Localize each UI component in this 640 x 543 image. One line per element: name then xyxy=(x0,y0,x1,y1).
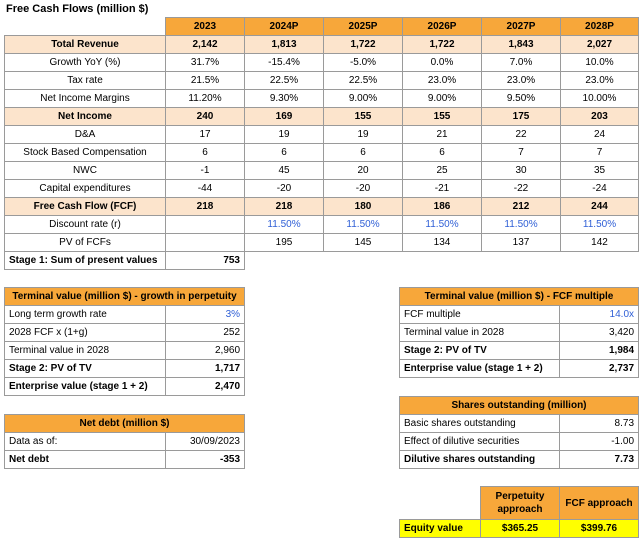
cell: 9.00% xyxy=(324,90,403,108)
row-label: Stage 2: PV of TV xyxy=(400,342,560,360)
cell: 169 xyxy=(245,108,324,126)
cell: 17 xyxy=(166,126,245,144)
row-label: Stock Based Compensation xyxy=(5,144,166,162)
cell: 11.50% xyxy=(482,216,561,234)
row-fcf xyxy=(5,198,639,216)
row-label: Growth YoY (%) xyxy=(5,54,166,72)
page-title: Free Cash Flows (million $) xyxy=(6,3,149,15)
col-header: 2025P xyxy=(324,18,403,36)
row-label: 2028 FCF x (1+g) xyxy=(5,324,166,342)
cell: 30 xyxy=(482,162,561,180)
row-label: Net Income xyxy=(5,108,166,126)
row-tax-rate xyxy=(5,72,639,90)
cell: 7.73 xyxy=(560,451,639,469)
cell: 6 xyxy=(166,144,245,162)
cell: -21 xyxy=(403,180,482,198)
cell: 6 xyxy=(403,144,482,162)
cell: 14.0x xyxy=(560,306,639,324)
perpetuity-approach-header xyxy=(481,487,560,520)
row-label: Free Cash Flow (FCF) xyxy=(5,198,166,216)
row-label: Terminal value in 2028 xyxy=(5,342,166,360)
cell: 11.50% xyxy=(403,216,482,234)
cell: 145 xyxy=(324,234,403,252)
cell: 21 xyxy=(403,126,482,144)
row-label: Stage 2: PV of TV xyxy=(5,360,166,378)
cell: -20 xyxy=(245,180,324,198)
cell: -15.4% xyxy=(245,54,324,72)
row-label: NWC xyxy=(5,162,166,180)
row-label: Net Income Margins xyxy=(5,90,166,108)
cell: 9.30% xyxy=(245,90,324,108)
col-header: 2024P xyxy=(245,18,324,36)
col-header: 2027P xyxy=(482,18,561,36)
cell: 2,027 xyxy=(561,36,639,54)
cell: -44 xyxy=(166,180,245,198)
cell: 1,722 xyxy=(324,36,403,54)
row-label: Enterprise value (stage 1 + 2) xyxy=(400,360,560,378)
cell: 2,142 xyxy=(166,36,245,54)
cell: 180 xyxy=(324,198,403,216)
cell: 10.0% xyxy=(561,54,639,72)
cell: 19 xyxy=(245,126,324,144)
row-discount-rate xyxy=(5,216,639,234)
tv-growth-title: Terminal value (million $) - growth in perpetuity xyxy=(5,288,245,306)
cell: 20 xyxy=(324,162,403,180)
net-debt-table xyxy=(4,414,245,469)
row-label: Total Revenue xyxy=(5,36,166,54)
cell: 244 xyxy=(561,198,639,216)
tv-growth-table xyxy=(4,287,245,396)
cell: 3% xyxy=(166,306,245,324)
row-label: Data as of: xyxy=(5,433,166,451)
cell: 24 xyxy=(561,126,639,144)
cell: -353 xyxy=(166,451,245,469)
cell: 9.00% xyxy=(403,90,482,108)
perpetuity-line1: Perpetuity xyxy=(495,491,545,502)
cell: 9.50% xyxy=(482,90,561,108)
cell: -22 xyxy=(482,180,561,198)
equity-table xyxy=(399,486,639,538)
stage1-value: 753 xyxy=(166,252,245,270)
cell: -1 xyxy=(166,162,245,180)
cell: 11.50% xyxy=(324,216,403,234)
row-label: FCF multiple xyxy=(400,306,560,324)
tv-multiple-table xyxy=(399,287,639,378)
col-header: 2028P xyxy=(561,18,639,36)
cell: 134 xyxy=(403,234,482,252)
cell: 6 xyxy=(324,144,403,162)
net-debt-title: Net debt (million $) xyxy=(5,415,245,433)
cell: 218 xyxy=(245,198,324,216)
col-header: 2023 xyxy=(166,18,245,36)
cell: 11.20% xyxy=(166,90,245,108)
equity-value-fcf: $399.76 xyxy=(560,520,639,538)
col-header: 2026P xyxy=(403,18,482,36)
cell: 142 xyxy=(561,234,639,252)
row-label: Enterprise value (stage 1 + 2) xyxy=(5,378,166,396)
row-total-revenue xyxy=(5,36,639,54)
cell: 1,722 xyxy=(403,36,482,54)
row-growth xyxy=(5,54,639,72)
row-nwc xyxy=(5,162,639,180)
cell: 252 xyxy=(166,324,245,342)
row-net-income-margins xyxy=(5,90,639,108)
cell: 240 xyxy=(166,108,245,126)
cell: 23.0% xyxy=(561,72,639,90)
cell: -5.0% xyxy=(324,54,403,72)
cell: 0.0% xyxy=(403,54,482,72)
cell: 11.50% xyxy=(245,216,324,234)
row-sbc xyxy=(5,144,639,162)
cell: -20 xyxy=(324,180,403,198)
row-stage1 xyxy=(5,252,639,270)
cell: 7 xyxy=(561,144,639,162)
row-label: Net debt xyxy=(5,451,166,469)
cell: 186 xyxy=(403,198,482,216)
row-pv-fcf xyxy=(5,234,639,252)
cell: 1,813 xyxy=(245,36,324,54)
cell: 175 xyxy=(482,108,561,126)
cell: 1,984 xyxy=(560,342,639,360)
cell: 137 xyxy=(482,234,561,252)
tv-multiple-title: Terminal value (million $) - FCF multiple xyxy=(400,288,639,306)
cell: 6 xyxy=(245,144,324,162)
equity-value-label: Equity value xyxy=(400,520,481,538)
cell xyxy=(166,216,245,234)
cell: 1,843 xyxy=(482,36,561,54)
cell: 11.50% xyxy=(561,216,639,234)
cell: 31.7% xyxy=(166,54,245,72)
row-label: PV of FCFs xyxy=(5,234,166,252)
stage1-label: Stage 1: Sum of present values xyxy=(5,252,166,270)
cell: 23.0% xyxy=(403,72,482,90)
cell: 22.5% xyxy=(324,72,403,90)
fcf-table xyxy=(4,17,639,270)
row-da xyxy=(5,126,639,144)
equity-value-perpetuity: $365.25 xyxy=(481,520,560,538)
row-capex xyxy=(5,180,639,198)
cell: 2,470 xyxy=(166,378,245,396)
header-corner xyxy=(5,18,166,36)
cell: 7.0% xyxy=(482,54,561,72)
cell: -1.00 xyxy=(560,433,639,451)
cell: 203 xyxy=(561,108,639,126)
cell: 25 xyxy=(403,162,482,180)
row-label: Dilutive shares outstanding xyxy=(400,451,560,469)
cell: 22.5% xyxy=(245,72,324,90)
row-label: Long term growth rate xyxy=(5,306,166,324)
cell: 155 xyxy=(324,108,403,126)
cell: 10.00% xyxy=(561,90,639,108)
header-row xyxy=(5,18,639,36)
row-label: Discount rate (r) xyxy=(5,216,166,234)
cell: 19 xyxy=(324,126,403,144)
perpetuity-line2: approach xyxy=(497,504,543,515)
cell: 21.5% xyxy=(166,72,245,90)
row-label: Terminal value in 2028 xyxy=(400,324,560,342)
cell: 2,737 xyxy=(560,360,639,378)
cell: 195 xyxy=(245,234,324,252)
cell: 2,960 xyxy=(166,342,245,360)
cell: 1,717 xyxy=(166,360,245,378)
cell: 22 xyxy=(482,126,561,144)
row-label: D&A xyxy=(5,126,166,144)
cell: 30/09/2023 xyxy=(166,433,245,451)
row-net-income xyxy=(5,108,639,126)
cell: 155 xyxy=(403,108,482,126)
shares-title: Shares outstanding (million) xyxy=(400,397,639,415)
cell: 7 xyxy=(482,144,561,162)
shares-table xyxy=(399,396,639,469)
row-label: Basic shares outstanding xyxy=(400,415,560,433)
fcf-approach-header: FCF approach xyxy=(560,487,639,520)
cell: 212 xyxy=(482,198,561,216)
cell: 3,420 xyxy=(560,324,639,342)
row-label: Tax rate xyxy=(5,72,166,90)
cell: -24 xyxy=(561,180,639,198)
cell: 8.73 xyxy=(560,415,639,433)
cell: 45 xyxy=(245,162,324,180)
cell: 23.0% xyxy=(482,72,561,90)
cell: 218 xyxy=(166,198,245,216)
row-label: Capital expenditures xyxy=(5,180,166,198)
cell xyxy=(166,234,245,252)
row-label: Effect of dilutive securities xyxy=(400,433,560,451)
cell: 35 xyxy=(561,162,639,180)
